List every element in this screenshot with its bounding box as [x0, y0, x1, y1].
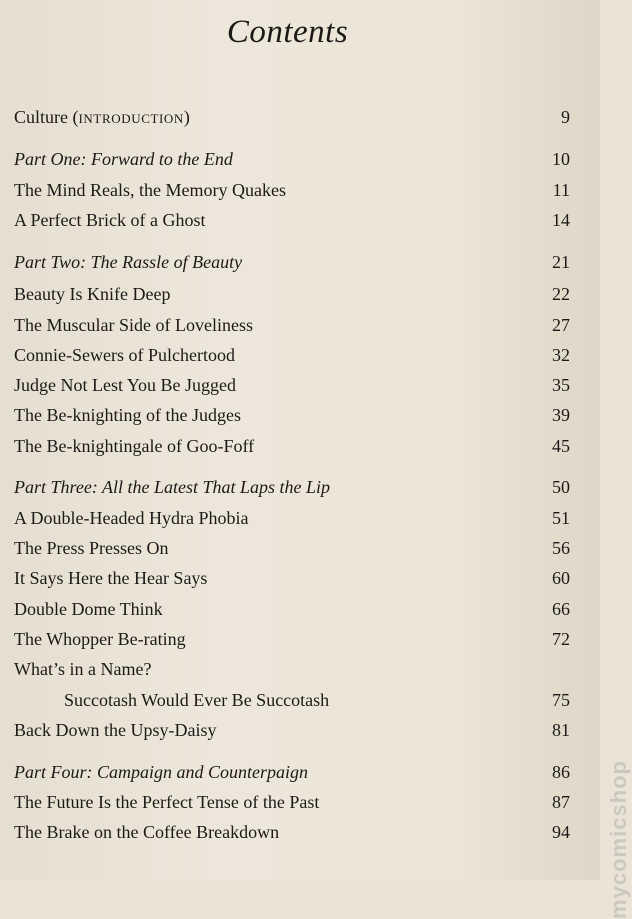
toc-page-number: 22: [552, 284, 570, 304]
toc-page-number: 94: [552, 822, 570, 842]
toc-row: [14, 785, 570, 813]
toc-page-number: 35: [552, 375, 570, 395]
intro-label: introduction: [78, 107, 184, 127]
toc-entry-title: Connie-Sewers of Pulchertood: [14, 345, 235, 365]
toc-page-number: 9: [561, 107, 570, 127]
toc-part-heading: Part Four: Campaign and Counterpaign: [14, 762, 309, 782]
toc-row: [14, 277, 570, 305]
toc-entry-title: The Muscular Side of Loveliness: [14, 315, 253, 335]
toc-entry-title: The Future Is the Perfect Tense of the Past: [14, 792, 320, 812]
toc-row: [14, 203, 570, 231]
toc-page-number: 60: [552, 568, 570, 588]
toc-row: [14, 429, 570, 457]
toc-entry-title: The Press Presses On: [14, 538, 169, 558]
toc-page-number: 81: [552, 720, 570, 740]
toc-page-number: 56: [552, 538, 570, 558]
toc-entry-title: A Perfect Brick of a Ghost: [14, 210, 206, 230]
toc-row: [14, 142, 570, 170]
toc-entry-title: Back Down the Upsy-Daisy: [14, 720, 217, 740]
toc-entry-title: Beauty Is Knife Deep: [14, 284, 171, 304]
toc-page-number: 86: [552, 762, 570, 782]
toc-entry-title: Judge Not Lest You Be Jugged: [14, 375, 237, 395]
toc-page-number: 39: [552, 405, 570, 425]
toc-entry-title: Double Dome Think: [14, 599, 163, 619]
toc-row: [14, 592, 570, 620]
toc-page-number: 72: [552, 629, 570, 649]
toc-row: [14, 398, 570, 426]
toc-row: [14, 713, 570, 741]
toc-row: [14, 470, 570, 498]
toc-row: [14, 815, 570, 843]
toc-row: [14, 308, 570, 336]
toc-row: [14, 368, 570, 396]
toc-row: [14, 652, 570, 680]
intro-text: Culture (: [14, 107, 79, 127]
toc-page-number: 21: [552, 252, 570, 272]
toc-page-number: 14: [552, 210, 570, 230]
toc-row: [14, 622, 570, 650]
toc-row-introduction: [14, 100, 570, 128]
watermark: mycomicshop: [606, 760, 631, 919]
toc-entry-title: A Double-Headed Hydra Phobia: [14, 508, 249, 528]
toc-entry-title: It Says Here the Hear Says: [14, 568, 208, 588]
toc-page-number: 66: [552, 599, 570, 619]
toc-entry-title: The Whopper Be-rating: [14, 629, 186, 649]
toc-page-number: 87: [552, 792, 570, 812]
toc-row: [14, 561, 570, 589]
toc-page-number: 75: [552, 690, 570, 710]
toc-row: [14, 531, 570, 559]
toc-row: [14, 338, 570, 366]
toc-entry-title: The Be-knightingale of Goo-Foff: [14, 436, 255, 456]
intro-close: ): [183, 107, 190, 127]
toc-row: [14, 683, 570, 711]
toc-page-number: 27: [552, 315, 570, 335]
toc-entry-title: The Brake on the Coffee Breakdown: [14, 822, 280, 842]
toc-row: [14, 501, 570, 529]
toc-row: [14, 755, 570, 783]
toc-entry-title: The Be-knighting of the Judges: [14, 405, 241, 425]
toc-entry-introduction: [14, 107, 190, 128]
toc-entry-title: Succotash Would Ever Be Succotash: [64, 690, 330, 710]
toc-part-heading: Part Two: The Rassle of Beauty: [14, 252, 243, 272]
toc-entry-title: The Mind Reals, the Memory Quakes: [14, 180, 286, 200]
toc-page-number: 45: [552, 436, 570, 456]
toc-page-number: 11: [552, 180, 570, 200]
toc-page-number: 10: [552, 149, 570, 169]
toc-part-heading: Part One: Forward to the End: [14, 149, 233, 169]
toc-page-number: 32: [552, 345, 570, 365]
toc-row: [14, 245, 570, 273]
toc-page-number: 50: [552, 477, 570, 497]
toc-entry-title: What’s in a Name?: [14, 659, 152, 679]
toc-page-number: 51: [552, 508, 570, 528]
toc-row: [14, 173, 570, 201]
page-title: Contents: [226, 14, 349, 50]
toc-part-heading: Part Three: All the Latest That Laps the Lip: [14, 477, 331, 497]
